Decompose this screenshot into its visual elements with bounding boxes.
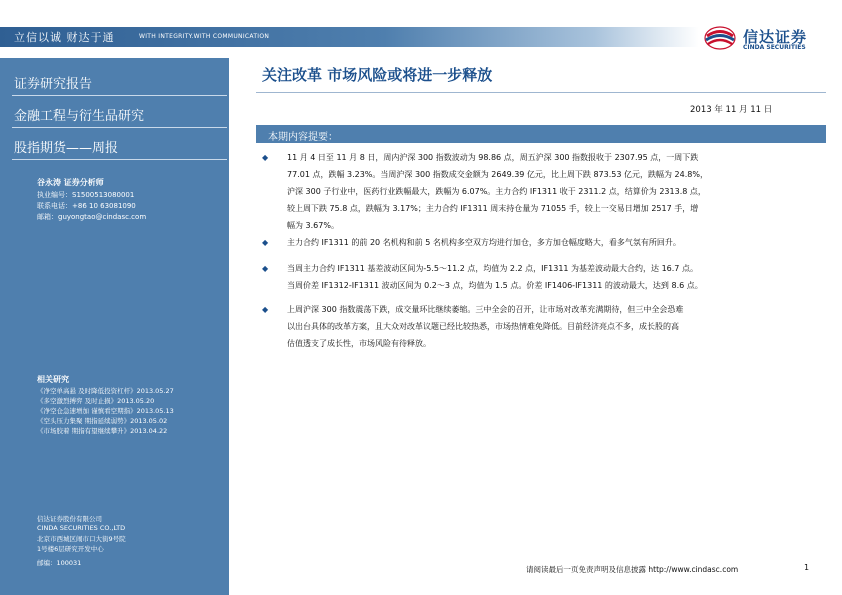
paragraph-line: 沪深 300 子行业中，医药行业跌幅最大，跌幅为 6.07%。主力合约 IF1311 收于 2311.2 点，结算价为 2313.8 点， <box>287 187 706 196</box>
summary-paragraph <box>287 149 807 234</box>
summary-paragraph <box>287 260 807 294</box>
logo-subtext: CINDA SECURITIES <box>743 44 806 51</box>
summary-label: 本期内容提要： <box>268 132 338 143</box>
related-research-item: 《市场胶着 期指有望继续攀升》2013.04.22 <box>37 427 168 435</box>
paragraph-line: 当周主力合约 IF1311 基差波动区间为-5.5～11.2 点，均值为 2.2 点，IF1311 为基差波动最大合约，达 16.7 点。 <box>287 264 698 273</box>
sidebar <box>0 58 229 595</box>
slogan-cn: 立信以诚 财达于通 <box>14 31 115 44</box>
paragraph-line: 幅为 3.67%。 <box>287 221 339 230</box>
disclaimer-note[interactable]: 请阅读最后一页免责声明及信息披露 http://www.cindasc.com <box>526 565 739 574</box>
paragraph-line: 以出台具体的改革方案，且大众对改革议题已经比较热悉，市场热情难免降低。目前经济亮点不多，成长股的高 <box>287 322 679 331</box>
paragraph-line: 较上周下跌 75.8 点，跌幅为 3.17%；主力合约 IF1311 周末持仓量为 71055 手，较上一交易日增加 2517 手，增 <box>287 204 699 213</box>
paragraph-line: 当周价差 IF1312-IF1311 波动区间为 0.2～3 点，均值为 1.5 点。价差 IF1406-IF1311 的波动最大，达到 8.6 点。 <box>287 281 703 290</box>
sidebar-divider <box>12 127 227 128</box>
company-address: 北京市西城区闹市口大街9号院 <box>37 535 126 543</box>
summary-header <box>256 125 826 143</box>
diamond-bullet-icon: ◆ <box>262 153 269 162</box>
diamond-bullet-icon: ◆ <box>262 305 269 314</box>
company-name-en: CINDA SECURITIES CO.,LTD <box>37 524 126 532</box>
related-research-item: 《多空激烈搏弈 及时止损》2013.05.20 <box>37 397 155 405</box>
header-banner <box>0 27 699 47</box>
report-headline: 关注改革 市场风险或将进一步释放 <box>262 66 493 84</box>
paragraph-line: 上周沪深 300 指数震荡下跌，成交量环比继续萎缩。三中全会的召开，让市场对改革充满期待，但三中全会恐难 <box>287 305 684 314</box>
summary-paragraph <box>287 234 807 251</box>
related-research-item: 《净空仓急速增加 谨慎看空期指》2013.05.13 <box>37 407 174 415</box>
report-subcategory: 股指期货——周报 <box>14 141 119 156</box>
diamond-bullet-icon: ◆ <box>262 264 269 273</box>
analyst-name: 谷永涛 证券分析师 <box>37 178 104 187</box>
page-number: 1 <box>804 563 810 572</box>
paragraph-line: 77.01 点，跌幅 3.23%。当周沪深 300 指数成交金额为 2649.39 亿元，比上周下跌 873.53 亿元，跌幅为 24.8%， <box>287 170 708 179</box>
company-address: 1号楼6层研究开发中心 <box>37 545 104 553</box>
cert-number: 执业编号：S1500513080001 <box>37 191 135 199</box>
diamond-bullet-icon: ◆ <box>262 238 269 247</box>
related-research-item: 《净空单高悬 及时降低投资杠杆》2013.05.27 <box>37 387 174 395</box>
postal-code: 邮编：100031 <box>37 559 82 567</box>
email-address[interactable]: 邮箱：guyongtao@cindasc.com <box>37 213 147 221</box>
sidebar-divider <box>12 159 227 160</box>
related-research-title: 相关研究 <box>37 375 69 384</box>
slogan-en: WITH INTEGRITY.WITH COMMUNICATION <box>139 33 270 40</box>
summary-paragraph <box>287 301 807 352</box>
logo-text: 信达证券 <box>743 28 808 46</box>
report-date: 2013 年 11 月 11 日 <box>690 105 773 115</box>
paragraph-line: 主力合约 IF1311 的前 20 名机构和前 5 名机构多空双方均进行加仓，多方加仓幅度略大，看多气氛有所回升。 <box>287 238 681 247</box>
company-name-cn: 信达证券股份有限公司 <box>37 515 102 523</box>
sidebar-divider <box>12 95 227 96</box>
paragraph-line: 11 月 4 日至 11 月 8 日，周内沪深 300 指数波动为 98.86 点，周五沪深 300 指数报收于 2307.95 点，一周下跌 <box>287 153 699 162</box>
related-research-item: 《空头压力集聚 期指延续弱势》2013.05.02 <box>37 417 168 425</box>
phone-number: 联系电话：+86 10 63081090 <box>37 202 136 210</box>
research-category: 金融工程与衍生品研究 <box>14 109 145 124</box>
report-type: 证券研究报告 <box>14 77 93 92</box>
paragraph-line: 估值透支了成长性，市场风险有待释放。 <box>287 339 431 348</box>
headline-divider <box>256 92 826 93</box>
